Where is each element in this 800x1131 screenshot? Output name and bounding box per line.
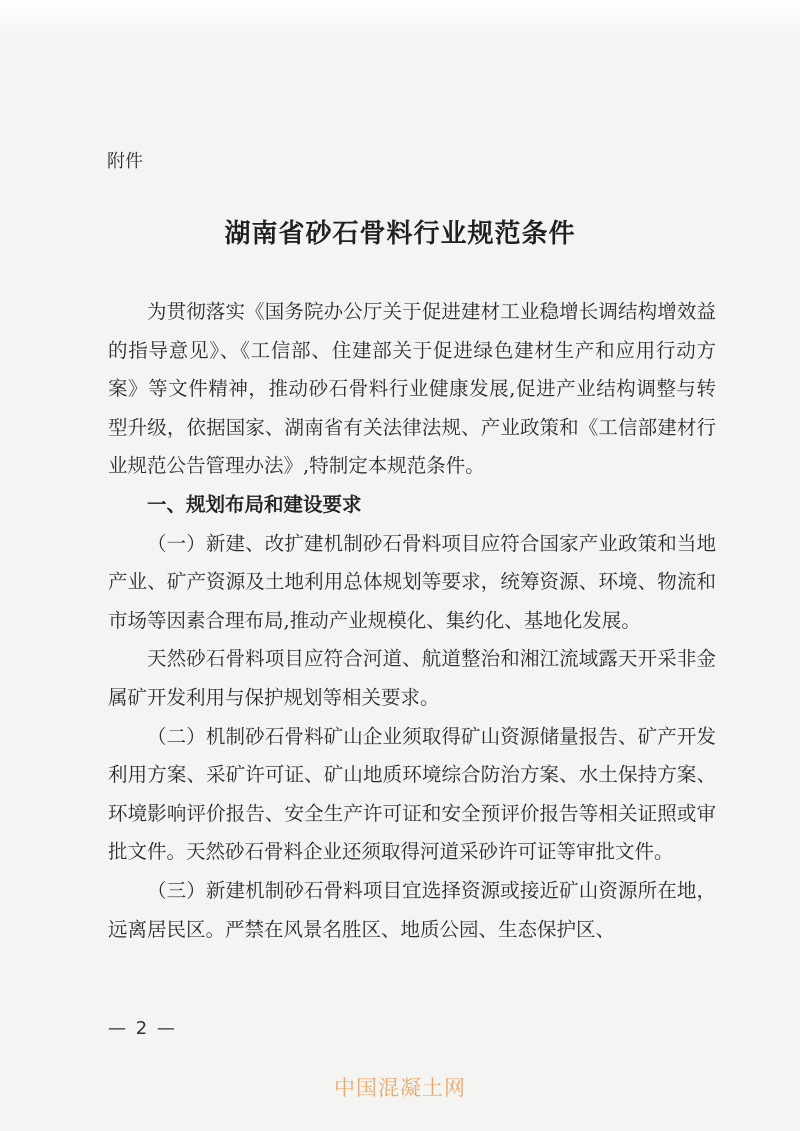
paragraph-natural-sand: 天然砂石骨料项目应符合河道、航道整治和湘江流域露天开采非金属矿开发利用与保护规划等相关要求。 — [108, 647, 716, 709]
paragraph-item-2: （二）机制砂石骨料矿山企业须取得矿山资源储量报告、矿产开发利用方案、采矿许可证、矿山地质环境综合防治方案、水土保持方案、环境影响评价报告、安全生产许可证和安全预评价报告等相关证照或审批文件。天然砂石骨料企业还须取得河道采砂许可证等审批文件。 — [108, 724, 716, 864]
paragraph-item-3: （三）新建机制砂石骨料项目宜选择资源或接近矿山资源所在地，远离居民区。严禁在风景名胜区、地质公园、生态保护区、 — [108, 878, 716, 941]
paragraph-intro: 为贯彻落实《国务院办公厅关于促进建材工业稳增长调结构增效益的指导意见》、《工信部、住建部关于促进绿色建材生产和应用行动方案》等文件精神，推动砂石骨料行业健康发展,促进产业结构调整与转型升级，依据国家、湖南省有关法律法规、产业政策和《工信部建材行业规范公告管理办法》,特制定本规范条件。 — [108, 300, 716, 478]
site-watermark: 中国混凝土网 — [334, 1076, 466, 1100]
scan-edge — [0, 0, 800, 40]
section-heading: 一、规划布局和建设要求 — [147, 492, 362, 516]
document-title: 湖南省砂石骨料行业规范条件 — [224, 219, 576, 249]
paragraph-item-1: （一）新建、改扩建机制砂石骨料项目应符合国家产业政策和当地产业、矿产资源及土地利用总体规划等要求，统筹资源、环境、物流和市场等因素合理布局,推动产业规模化、集约化、基地化发展。 — [108, 531, 716, 632]
page-number: — 2 — — [108, 1018, 177, 1039]
document-body — [108, 293, 716, 949]
attachment-label: 附件 — [107, 151, 143, 172]
